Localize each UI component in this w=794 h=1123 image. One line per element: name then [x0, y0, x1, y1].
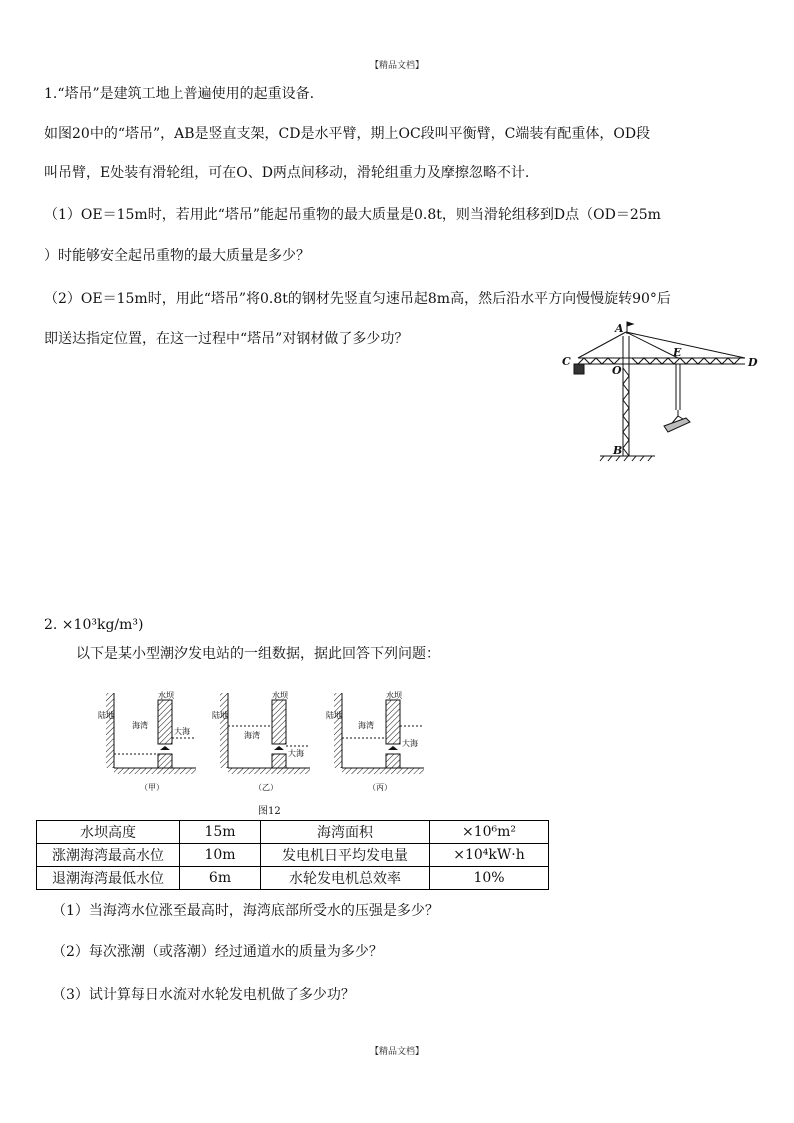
q2-sub3: （3）试计算每日水流对水轮发电机做了多少功？ [52, 987, 355, 1003]
q1-part2-a: （2）OE＝15m时，用此“塔吊”将0.8t的钢材先竖直匀速吊起8m高，然后沿水平方向慢慢旋转90°后 [44, 291, 671, 307]
label-O: O [612, 364, 622, 377]
table-cell: 发电机日平均发电量 [261, 844, 430, 867]
table-cell: 水坝高度 [37, 821, 180, 844]
svg-text:大海: 大海 [288, 749, 304, 758]
q1-line3: 叫吊臂，E处装有滑轮组，可在O、D两点间移动，滑轮组重力及摩擦忽略不计. [44, 165, 530, 181]
label-C: C [562, 355, 571, 368]
svg-text:水坝: 水坝 [158, 691, 174, 700]
q1-part1-a: （1）OE＝15m时，若用此“塔吊”能起吊重物的最大质量是0.8t，则当滑轮组移到D点（OD＝25m [44, 207, 661, 223]
svg-text:海湾: 海湾 [358, 721, 374, 730]
label-A: A [615, 322, 624, 335]
table-cell: 15m [180, 821, 261, 844]
svg-text:大海: 大海 [174, 727, 190, 736]
tidal-data-table [36, 820, 549, 890]
svg-text:水坝: 水坝 [272, 691, 288, 700]
counterweight [574, 364, 584, 374]
svg-text:海湾: 海湾 [244, 731, 260, 740]
svg-text:陆地: 陆地 [212, 711, 228, 720]
q1-part2-b: 即送达指定位置，在这一过程中“塔吊”对钢材做了多少功？ [44, 331, 409, 347]
table-cell: 6m [180, 867, 261, 890]
svg-text:海湾: 海湾 [132, 721, 148, 730]
panel-jia [98, 690, 196, 792]
svg-text:大海: 大海 [402, 739, 418, 748]
hook-and-load [664, 364, 690, 432]
svg-text:水坝: 水坝 [386, 691, 402, 700]
crane-arm [578, 332, 745, 364]
q1-part1-b: ）时能够安全起吊重物的最大质量是多少？ [44, 248, 310, 264]
table-cell: 10% [430, 867, 549, 890]
table-row [37, 821, 549, 844]
table-row [37, 867, 549, 890]
page-footer: 【精品文档】 [369, 1047, 424, 1057]
q2-sub1: （1）当海湾水位涨至最高时，海湾底部所受水的压强是多少？ [52, 903, 439, 919]
table-cell: 10m [180, 844, 261, 867]
crane-mast [623, 336, 629, 456]
table-cell: 退潮海湾最低水位 [37, 867, 180, 890]
table-cell: 海湾面积 [261, 821, 430, 844]
table-cell: 水轮发电机总效率 [261, 867, 430, 890]
label-E: E [673, 346, 682, 359]
label-B: B [613, 444, 623, 457]
panel-label-jia: （甲） [140, 783, 164, 792]
q1-intro: 1.“塔吊”是建筑工地上普遍使用的起重设备. [44, 86, 315, 102]
table-cell: ×10⁶m² [430, 821, 549, 844]
q1-line2: 如图20中的“塔吊”，AB是竖直支架，CD是水平臂，期上OC段叫平衡臂，C端装有配重体，OD段 [44, 126, 651, 142]
q2-line2: 以下是某小型潮汐发电站的一组数据，据此回答下列问题： [76, 646, 440, 662]
q2-sub2: （2）每次涨潮（或落潮）经过通道水的质量为多少？ [52, 944, 383, 960]
panel-label-yi: （乙） [254, 783, 278, 792]
panel-label-bing: （丙） [368, 783, 392, 792]
panel-bing [326, 690, 424, 792]
table-cell: ×10⁴kW·h [430, 844, 549, 867]
label-D: D [748, 356, 758, 369]
svg-text:陆地: 陆地 [98, 711, 114, 720]
panel-yi [212, 690, 310, 792]
svg-text:陆地: 陆地 [326, 711, 342, 720]
ground [600, 456, 655, 461]
page-header: 【精品文档】 [369, 61, 424, 71]
q2-line1: 2. ×10³kg/m³) [44, 617, 144, 633]
tower-crane-figure [560, 318, 760, 468]
tidal-figure [96, 688, 426, 796]
table-row [37, 844, 549, 867]
figure-caption: 图12 [258, 806, 281, 817]
table-cell: 涨潮海湾最高水位 [37, 844, 180, 867]
